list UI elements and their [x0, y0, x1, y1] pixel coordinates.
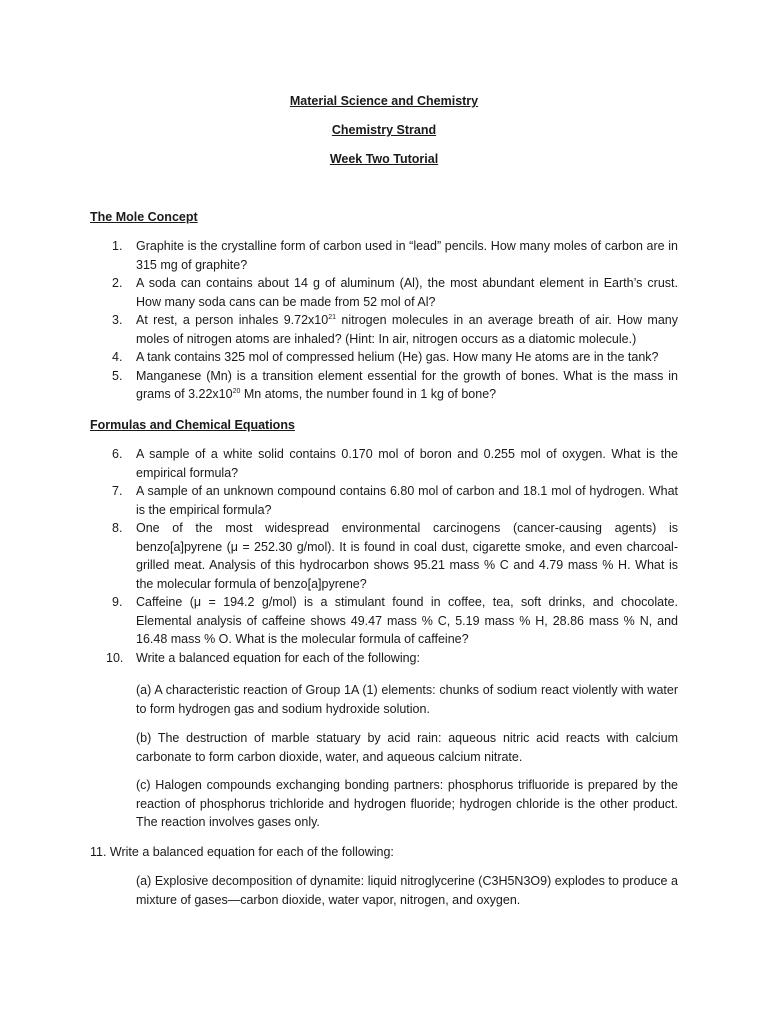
- question-1: [0, 237, 678, 274]
- question-4: [0, 348, 678, 367]
- question-text: A sample of a white solid contains 0.170 mol of boron and 0.255 mol of oxygen. What is the empirical formula?: [136, 447, 678, 480]
- question-number: 4.: [112, 350, 123, 364]
- tutorial-title: Week Two Tutorial: [329, 152, 439, 166]
- question-7: [0, 482, 678, 519]
- question-text: Write a balanced equation for each of the following:: [136, 650, 420, 665]
- question-text: Graphite is the crystalline form of carbon used in “lead” pencils. How many moles of carbon are in 315 mg of graphite?: [136, 239, 678, 272]
- question-text: One of the most widespread environmental carcinogens (cancer-causing agents) is benzo[a]pyrene (μ = 252.30 g/mol). It is found in coal dust, cigarette smoke, and even charcoal-grilled meat. Analysis of this hydrocarbon shows 95.21 mass % C and 4.79 mass % H. What is the molecular formula of benzo[a]pyrene?: [136, 521, 678, 591]
- question-text: A tank contains 325 mol of compressed helium (He) gas. How many He atoms are in the tank?: [136, 350, 659, 364]
- question-number: 5.: [112, 368, 123, 383]
- question-5: [0, 367, 678, 404]
- mole-question-list: [0, 237, 768, 404]
- question-text-part: Mn atoms, the number found in 1 kg of bone?: [240, 387, 497, 401]
- question-number: 9.: [112, 595, 123, 609]
- question-2: [0, 274, 678, 311]
- question-text: [136, 369, 678, 402]
- question-10-part-b: (b) The destruction of marble statuary by acid rain: aqueous nitric acid reacts with calcium carbonate to form carbon dioxide, water, and aqueous calcium nitrate.: [136, 731, 678, 764]
- question-number: 6.: [112, 447, 123, 461]
- question-8: [0, 519, 678, 593]
- question-text-part: Manganese (Mn) is a transition element essential for the growth of bones. What is the mass in grams of 3.22x10: [136, 368, 678, 401]
- question-3: [0, 311, 678, 348]
- question-text: [136, 313, 678, 346]
- course-title: Material Science and Chemistry: [289, 94, 479, 108]
- question-text-part: nitrogen molecules in an average breath of air. How many moles of nitrogen atoms are inhaled? (Hint: In air, nitrogen occurs as a diatomic molecule.): [136, 313, 678, 346]
- strand-title: Chemistry Strand: [331, 123, 437, 137]
- question-text-part: At rest, a person inhales 9.72x10: [136, 313, 329, 327]
- exponent: 21: [328, 314, 336, 321]
- question-text: Caffeine (μ = 194.2 g/mol) is a stimulant found in coffee, tea, soft drinks, and chocolate. Elemental analysis of caffeine shows 49.47 mass % C, 5.19 mass % H, 28.86 mass % N, and 16.48 mass % O. What is the molecular formula of caffeine?: [136, 595, 678, 646]
- question-6: [0, 445, 678, 482]
- question-number: 8.: [112, 521, 123, 535]
- question-text: A sample of an unknown compound contains 6.80 mol of carbon and 18.1 mol of hydrogen. What is the empirical formula?: [136, 484, 678, 517]
- section-heading-mole-concept: The Mole Concept: [90, 210, 198, 224]
- question-text: A soda can contains about 14 g of aluminum (Al), the most abundant element in Earth’s crust. How many soda cans can be made from 52 mol of Al?: [136, 276, 678, 309]
- question-11-part-a: (a) Explosive decomposition of dynamite: liquid nitroglycerine (C3H5N3O9) explodes to produce a mixture of gases—carbon dioxide, water vapor, nitrogen, and oxygen.: [136, 874, 678, 907]
- question-number: 3.: [112, 313, 123, 327]
- question-11: 11. Write a balanced equation for each of the following:: [90, 845, 394, 859]
- exponent: 20: [232, 388, 241, 395]
- question-number: 2.: [112, 276, 123, 290]
- question-number: 1.: [112, 239, 123, 253]
- question-number: 7.: [112, 484, 123, 498]
- question-10-part-c: (c) Halogen compounds exchanging bonding partners: phosphorus trifluoride is prepared by the reaction of phosphorus trichloride and hydrogen fluoride; hydrogen chloride is the other product. The reaction involves gases only.: [136, 778, 678, 829]
- section-heading-formulas: Formulas and Chemical Equations: [90, 418, 295, 432]
- question-10: [0, 649, 678, 668]
- question-10-part-a: (a) A characteristic reaction of Group 1A (1) elements: chunks of sodium react violently with water to form hydrogen gas and sodium hydroxide solution.: [136, 683, 678, 716]
- formula-question-list: [0, 445, 768, 667]
- question-number: 10.: [106, 650, 124, 665]
- question-9: [0, 593, 678, 649]
